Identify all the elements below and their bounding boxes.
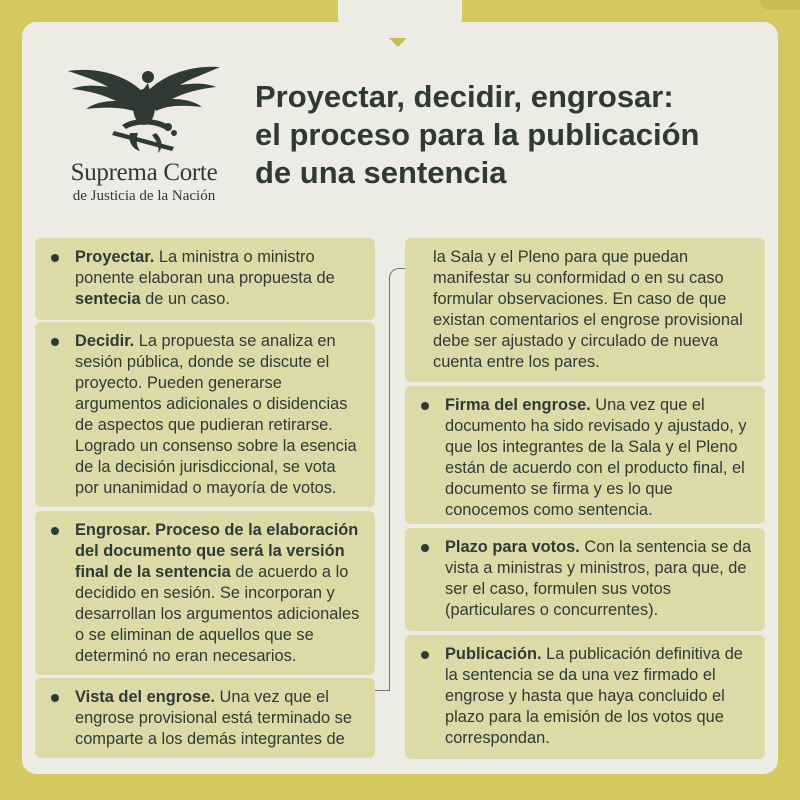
step-plazo [405,528,765,631]
step-decidir [35,322,375,507]
bullet-icon [421,544,429,552]
step-text: la Sala y el Pleno para que puedan manifestar su conformidad o en su caso formular observaciones. En caso de que existan comentarios el engrose provisional debe ser ajustado y circulado de nueva cuenta entre los pares. [433,248,743,371]
step-vista-continuation [405,238,765,382]
title-line-3: de una sentencia [255,155,507,190]
step-text: de acuerdo a lo decidido en sesión. Se incorporan y desarrollan los argumentos adicionales o se eliminan de aquellos que se determinó no eran necesarios. [75,563,360,665]
step-engrosar [35,511,375,675]
step-text: Una vez que el engrose provisional está terminado se comparte a los demás integrantes de [75,688,352,748]
bullet-icon [421,651,429,659]
step-text: Con la sentencia se da vista a ministras y ministros, para que, de ser el caso, formulen sus votos (particulares o concurrentes). [445,538,752,619]
step-proyectar [35,238,375,320]
step-text: La publicación definitiva de la sentencia se da una vez firmado el engrose y hasta que haya concluido el plazo para la emisión de los votos que correspondan. [445,645,743,747]
step-label: Decidir. [75,332,135,350]
step-label: Engrosar. [75,521,151,539]
eagle-emblem-icon [64,55,224,155]
step-label: Vista del engrose. [75,688,215,706]
brand-name: Suprema Corte [70,159,218,186]
step-text: Una vez que el documento ha sido revisado y ajustado, y que los integrantes de la Sala y el Pleno están de acuerdo con el producto final, el documento se firma y es lo que conocemos como sentencia. [445,396,747,519]
brand-subtitle: de Justicia de la Nación [72,188,216,204]
connector-line [375,690,389,691]
title-line-1: Proyectar, decidir, engrosar: [255,79,674,114]
bullet-icon [51,254,59,262]
page-title [255,78,755,192]
scjn-logo [54,55,234,215]
bullet-icon [421,402,429,410]
connector-line [389,268,406,691]
bullet-icon [51,527,59,535]
step-text: La ministra o ministro ponente elaboran una propuesta de [75,248,335,287]
step-firma [405,386,765,524]
step-label: Plazo para votos. [445,538,580,556]
corner-tab [760,0,800,10]
step-text: de un caso. [140,290,230,308]
step-bold-text: sentecia [75,290,141,308]
step-label: Firma del engrose. [445,396,591,414]
step-publicacion [405,635,765,759]
title-line-2: el proceso para la publicación [255,117,700,152]
step-bold-text: Proceso de la elaboración del documento que será la versión final de la sentencia [75,521,359,581]
step-vista [35,678,375,758]
step-label: Proyectar. [75,248,155,266]
bullet-icon [51,338,59,346]
step-text: La propuesta se analiza en sesión pública, donde se discute el proyecto. Pueden generarse argumentos adicionales o disidencias de aspectos que pudieran retirarse. Logrado un consenso sobre la esencia de la decisión jurisdiccional, se vota por unanimidad o mayoría de votos. [75,332,357,497]
step-label: Publicación. [445,645,542,663]
triangle-down-icon [389,38,407,47]
bullet-icon [51,694,59,702]
